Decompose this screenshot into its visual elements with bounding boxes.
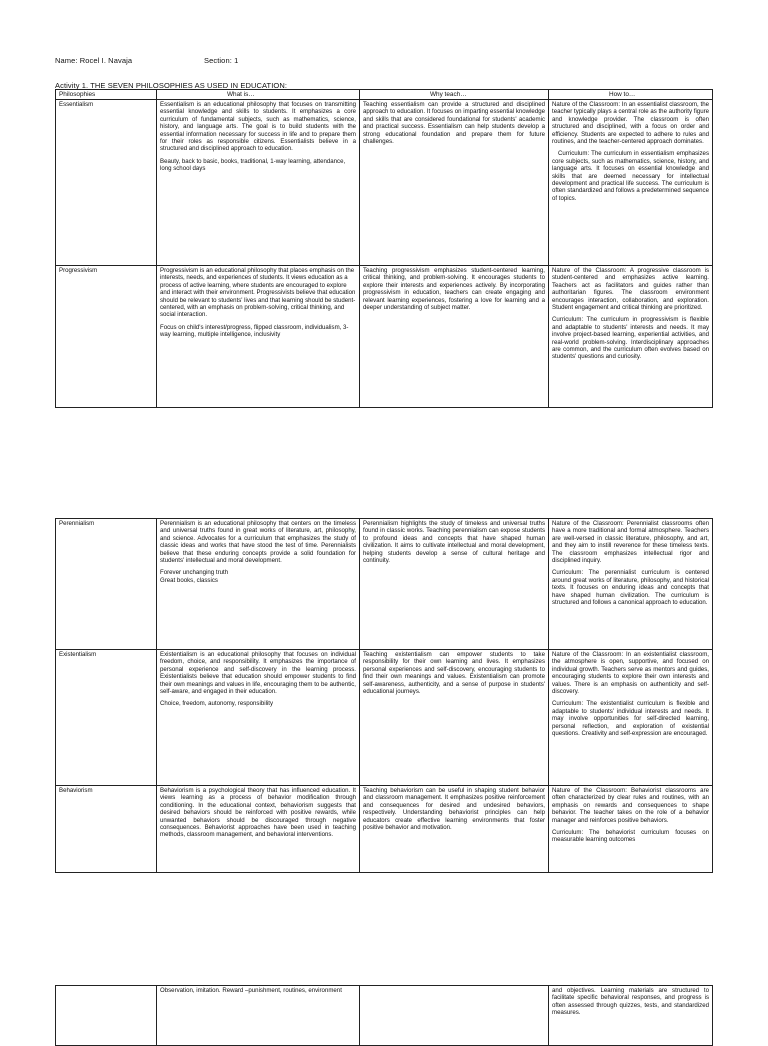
table-row-existentialism	[56, 650, 713, 786]
philosophy-name: Behaviorism	[56, 786, 157, 873]
why-cell	[360, 519, 549, 650]
how-classroom: Nature of the Classroom: In an existentialist classroom, the atmosphere is open, supportive, and focused on individual growth. Teachers serve as mentors and guides, encouraging students to explore their own interests and values. There is an emphasis on authenticity and self-discovery.	[552, 651, 709, 696]
what-cell	[157, 266, 360, 408]
what-text: Perennialism is an educational philosophy that centers on the timeless and universal truths found in great works of literature, art, philosophy, and science. Advocates for a curriculum that emphasizes the study of classic ideas and works that have stood the test of time. Perennialists believe that these enduring concepts provide a solid foundation for students' intellectual and moral development.	[160, 520, 356, 565]
why-text: Teaching behaviorism can be useful in shaping student behavior and classroom management. It emphasizes positive reinforcement and consequences for desired and undesired behaviors, respectively. Understanding behaviorist principles can help educators create effective learning environments that foster positive behavior and motivation.	[363, 787, 545, 832]
table-row-behaviorism-continued	[56, 986, 713, 1046]
how-classroom: Nature of the Classroom: Perennialist classrooms often have a more traditional and formal atmosphere. Teachers are well-versed in classic literature, philosophy, and art, and they aim to instill reverence for these timeless texts. The classroom emphasizes intellectual rigor and disciplined inquiry.	[552, 520, 709, 565]
column-header-why: Why teach…	[360, 90, 549, 100]
philosophy-table-part-2	[55, 518, 713, 873]
what-cell	[157, 519, 360, 650]
what-keywords: Observation, imitation. Reward –punishment, routines, environment	[160, 987, 342, 994]
how-cell	[549, 519, 713, 650]
philosophy-table-part-3	[55, 985, 713, 1046]
what-keywords: Forever unchanging truth Great books, classics	[160, 569, 229, 584]
how-curriculum: and objectives. Learning materials are structured to facilitate specific behavioral responses, and progress is often assessed through quizzes, tests, and standardized measures.	[552, 987, 709, 1017]
what-text: Existentialism is an educational philosophy that focuses on individual freedom, choice, and responsibility. It emphasizes the importance of personal experience and self-discovery in the learning process. Existentialists believe that education should empower students to find their own meanings and values in life, encouraging them to be authentic, self-aware, and engaged in their education.	[160, 651, 356, 696]
philosophy-name: Perennialism	[56, 519, 157, 650]
what-text: Progressivism is an educational philosophy that places emphasis on the interests, needs, and experiences of students. It views education as a process of active learning, where students are encouraged to explore and interact with their environment. Progressivists believe that education should be relevant to students' lives and that learning should be student-centered, with an emphasis on problem-solving, critical thinking, and social interaction.	[160, 267, 356, 319]
why-cell	[360, 650, 549, 786]
why-cell	[360, 100, 549, 266]
what-text: Behaviorism is a psychological theory that has influenced education. It views learning as a process of behavior modification through conditioning. In the educational context, behaviorism suggests that desired behaviors should be reinforced with positive rewards, while unwanted behaviors should be discouraged through negative consequences. Behaviorist approaches have been used in teaching methods, classroom management, and behavioral interventions.	[160, 787, 356, 839]
table-row-behaviorism	[56, 786, 713, 873]
table-row-perennialism	[56, 519, 713, 650]
philosophy-name	[56, 986, 157, 1046]
how-classroom: Nature of the Classroom: Behaviorist classrooms are often characterized by clear rules and routines, with an emphasis on rewards and consequences to shape behavior. The teacher takes on the role of a behavior manager and reinforces positive behaviors.	[552, 787, 709, 824]
why-text: Teaching existentialism can empower students to take responsibility for their own learning and lives. It emphasizes personal experiences and self-discovery, encouraging students to find their own meanings and values. Existentialism can promote self-awareness, authenticity, and a sense of purpose in students' educational journeys.	[363, 651, 545, 696]
why-cell	[360, 986, 549, 1046]
table-row-essentialism	[56, 100, 713, 266]
what-keywords: Focus on child's interest/progress, flipped classroom, individualism, 3-way learning, multiple intelligence, inclusivity	[160, 323, 349, 339]
what-keywords: Beauty, back to basic, books, traditional, 1-way learning, attendance, long school days	[160, 157, 346, 173]
student-name: Name: Rocel I. Navaja	[55, 56, 133, 65]
what-cell	[157, 100, 360, 266]
table-row-progressivism	[56, 266, 713, 408]
table-header-row	[56, 90, 713, 100]
how-cell	[549, 650, 713, 786]
philosophy-name: Existentialism	[56, 650, 157, 786]
how-cell	[549, 986, 713, 1046]
what-cell	[157, 786, 360, 873]
how-classroom: Nature of the Classroom: In an essentialist classroom, the teacher typically plays a central role as the authority figure and knowledge provider. The classroom is often structured and disciplined, with a focus on order and efficiency. Students are expected to adhere to rules and routines, and the teacher-centered approach dominates.	[552, 101, 709, 146]
column-header-what: What is…	[157, 90, 360, 100]
philosophy-name: Progressivism	[56, 266, 157, 408]
how-cell	[549, 100, 713, 266]
what-cell	[157, 650, 360, 786]
column-header-philosophies: Philosophies	[56, 90, 157, 100]
how-curriculum: Curriculum: The perennialist curriculum is centered around great works of literature, philosophy, and historical texts. It focuses on enduring ideas and concepts that have shaped human civilization. The curriculum is structured and follows a canonical approach to education.	[552, 569, 709, 607]
column-header-how: How to…	[549, 90, 713, 100]
what-text: Essentialism is an educational philosophy that focuses on transmitting essential knowledge and skills to students. It emphasizes a core curriculum of fundamental subjects, such as mathematics, science, history, and language arts. The goal is to build students with the essential information necessary for success in life and to prepare them for their roles as responsible citizens. Essentialists believe in a structured and disciplined approach to education.	[160, 101, 356, 153]
how-curriculum: Curriculum: The curriculum in progressivism is flexible and adaptable to students' interests and needs. It may involve project-based learning, experiential activities, and real-world problem-solving. Interdisciplinary approaches are common, and the curriculum often evolves based on students' questions and curiosity.	[552, 316, 709, 361]
how-cell	[549, 786, 713, 873]
how-curriculum: Curriculum: The existentialist curriculum is flexible and adaptable to students' individual interests and needs. It may involve opportunities for self-directed learning, personal reflection, and exploration of existential questions. Creativity and self-expression are encouraged.	[552, 700, 709, 738]
what-cell	[157, 986, 360, 1046]
how-curriculum: Curriculum: The curriculum in essentialism emphasizes core subjects, such as mathematics, science, history, and language arts. It focuses on essential knowledge and skills that are deemed necessary for intellectual development and practical life success. The curriculum is often standardized and follows a predetermined sequence of topics.	[552, 150, 709, 202]
section-number: Section: 1	[204, 56, 239, 65]
philosophy-table-part-1	[55, 89, 713, 408]
why-text: Teaching essentialism can provide a structured and disciplined approach to education. It focuses on imparting essential knowledge and skills that are considered foundational for students' academic and practical success. Essentialism can help students develop a strong educational foundation and prepare them for future challenges.	[363, 101, 545, 146]
activity-title: Activity 1. THE SEVEN PHILOSOPHIES AS USED IN EDUCATION:	[55, 81, 288, 90]
why-text: Teaching progressivism emphasizes student-centered learning, critical thinking, and problem-solving. It encourages students to explore their interests and experiences actively. By incorporating progressivism in education, teachers can create engaging and relevant learning experiences, fostering a love for learning and a deeper understanding of subject matter.	[363, 267, 545, 312]
why-cell	[360, 786, 549, 873]
what-keywords: Choice, freedom, autonomy, responsibility	[160, 700, 274, 708]
why-text: Perennialism highlights the study of timeless and universal truths found in classic works. Teaching perennialism can expose students to profound ideas and concepts that have shaped human civilization. It aims to cultivate intellectual and moral development, helping students develop a sense of cultural heritage and continuity.	[363, 520, 545, 565]
how-curriculum: Curriculum: The behaviorist curriculum focuses on measurable learning outcomes	[552, 829, 709, 844]
philosophy-name: Essentialism	[56, 100, 157, 266]
how-classroom: Nature of the Classroom: A progressive classroom is student-centered and emphasizes active learning. Teachers act as facilitators and guides rather than authoritarian figures. The classroom environment encourages interaction, collaboration, and exploration. Student engagement and critical thinking are prioritized.	[552, 267, 709, 312]
why-cell	[360, 266, 549, 408]
how-cell	[549, 266, 713, 408]
